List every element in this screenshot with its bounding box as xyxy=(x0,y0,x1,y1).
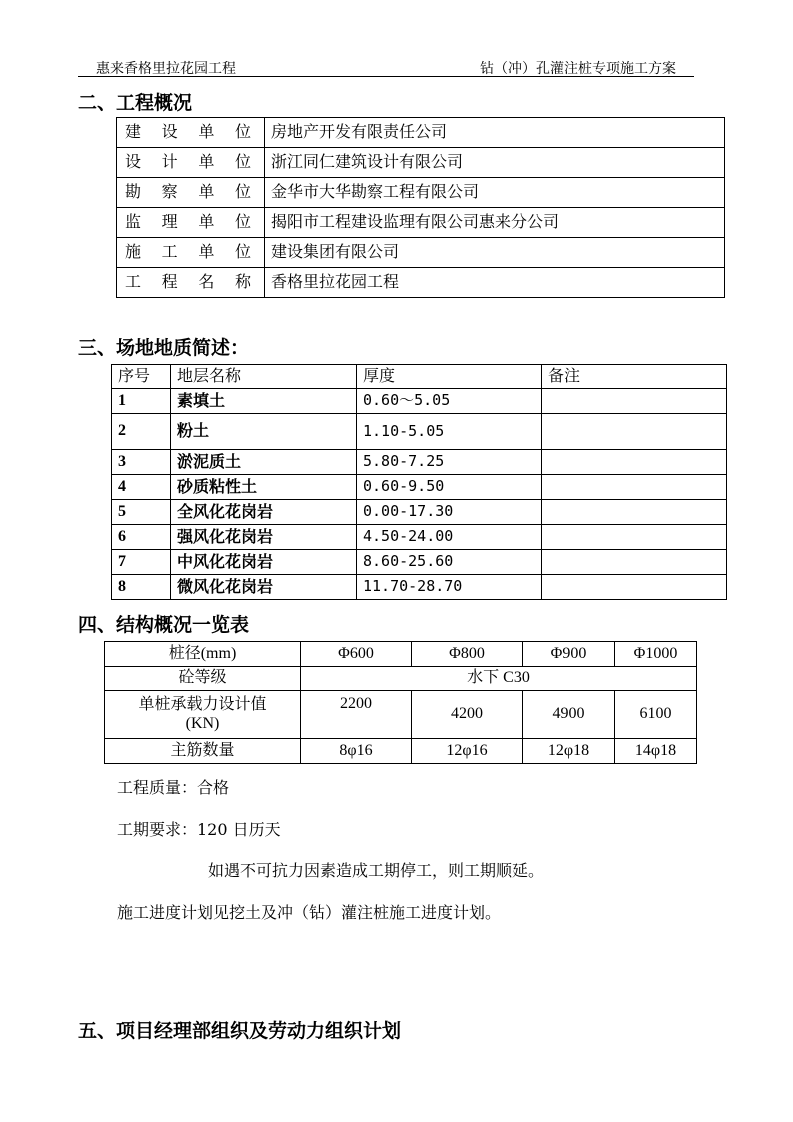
layer-no: 2 xyxy=(112,414,171,450)
delay-text: 如遇不可抗力因素造成工期停工，则工期顺延。 xyxy=(208,861,545,880)
rebar-cell: 8φ16 xyxy=(301,739,412,764)
overview-label-char: 设 xyxy=(161,122,178,142)
layer-name: 中风化花岗岩 xyxy=(171,550,357,575)
section4-title: 四、结构概况一览表 xyxy=(78,614,250,636)
col-header-thickness: 厚度 xyxy=(357,365,542,389)
diameter-cell: Φ900 xyxy=(523,642,615,667)
diameter-label: 桩径(mm) xyxy=(105,642,301,667)
rebar-row xyxy=(105,739,697,764)
geology-row xyxy=(112,414,727,450)
layer-name: 淤泥质土 xyxy=(171,450,357,475)
rebar-cell: 14φ18 xyxy=(615,739,697,764)
quality-text: 工程质量：合格 xyxy=(117,778,230,797)
header-divider xyxy=(78,76,694,77)
layer-note xyxy=(542,450,727,475)
col-header-no: 序号 xyxy=(112,365,171,389)
overview-label-char: 勘 xyxy=(125,182,142,202)
layer-no: 1 xyxy=(112,389,171,414)
overview-value: 金华市大华勘察工程有限公司 xyxy=(265,178,725,208)
overview-label-char: 设 xyxy=(125,152,142,172)
layer-note xyxy=(542,575,727,600)
overview-label xyxy=(117,178,265,208)
overview-value: 浙江同仁建筑设计有限公司 xyxy=(265,148,725,178)
col-header-note: 备注 xyxy=(542,365,727,389)
overview-label xyxy=(117,148,265,178)
overview-label xyxy=(117,208,265,238)
layer-thickness: 1.10-5.05 xyxy=(357,414,542,450)
geology-table xyxy=(111,364,727,600)
overview-label-char: 位 xyxy=(234,182,251,202)
concrete-row xyxy=(105,667,697,691)
layer-name: 素填土 xyxy=(171,389,357,414)
section3-title: 三、场地地质简述： xyxy=(78,337,250,359)
header-right: 钻（冲）孔灌注桩专项施工方案 xyxy=(480,61,676,77)
capacity-row xyxy=(105,691,697,739)
diameter-cell: Φ800 xyxy=(412,642,523,667)
layer-name: 微风化花岗岩 xyxy=(171,575,357,600)
schedule-text: 施工进度计划见挖土及冲（钻）灌注桩施工进度计划。 xyxy=(117,903,502,922)
overview-label xyxy=(117,238,265,268)
layer-note xyxy=(542,525,727,550)
layer-name: 强风化花岗岩 xyxy=(171,525,357,550)
geology-header-row xyxy=(112,365,727,389)
overview-row xyxy=(117,118,725,148)
layer-no: 7 xyxy=(112,550,171,575)
geology-row xyxy=(112,575,727,600)
overview-label-char: 察 xyxy=(161,182,178,202)
layer-name: 粉土 xyxy=(171,414,357,450)
overview-label-char: 工 xyxy=(125,272,142,292)
section2-title: 二、工程概况 xyxy=(78,92,193,114)
overview-label-char: 理 xyxy=(161,212,178,232)
layer-name: 砂质粘性土 xyxy=(171,475,357,500)
overview-label-char: 名 xyxy=(198,272,215,292)
capacity-label xyxy=(105,691,301,739)
concrete-label: 砼等级 xyxy=(105,667,301,691)
layer-thickness: 5.80-7.25 xyxy=(357,450,542,475)
layer-no: 4 xyxy=(112,475,171,500)
overview-label-char: 建 xyxy=(125,122,142,142)
overview-label-char: 位 xyxy=(234,122,251,142)
capacity-cell: 4900 xyxy=(523,691,615,739)
project-overview-table xyxy=(116,117,725,298)
col-header-name: 地层名称 xyxy=(171,365,357,389)
geology-row xyxy=(112,525,727,550)
overview-label-char: 程 xyxy=(161,272,178,292)
rebar-cell: 12φ16 xyxy=(412,739,523,764)
geology-row xyxy=(112,389,727,414)
layer-no: 3 xyxy=(112,450,171,475)
rebar-cell: 12φ18 xyxy=(523,739,615,764)
overview-value: 揭阳市工程建设监理有限公司惠来分公司 xyxy=(265,208,725,238)
overview-label-char: 单 xyxy=(198,122,215,142)
overview-row xyxy=(117,268,725,298)
layer-thickness: 11.70-28.70 xyxy=(357,575,542,600)
overview-label-char: 单 xyxy=(198,212,215,232)
overview-value: 建设集团有限公司 xyxy=(265,238,725,268)
layer-note xyxy=(542,500,727,525)
overview-label xyxy=(117,268,265,298)
overview-value: 房地产开发有限责任公司 xyxy=(265,118,725,148)
overview-row xyxy=(117,208,725,238)
overview-label-char: 位 xyxy=(234,242,251,262)
overview-row xyxy=(117,148,725,178)
overview-label-char: 位 xyxy=(234,152,251,172)
layer-no: 5 xyxy=(112,500,171,525)
layer-thickness: 0.60-9.50 xyxy=(357,475,542,500)
capacity-cell: 2200 xyxy=(301,691,412,739)
overview-row xyxy=(117,238,725,268)
structure-table xyxy=(104,641,697,764)
layer-thickness: 0.60～5.05 xyxy=(357,389,542,414)
layer-thickness: 8.60-25.60 xyxy=(357,550,542,575)
rebar-label: 主筋数量 xyxy=(105,739,301,764)
capacity-cell: 4200 xyxy=(412,691,523,739)
layer-note xyxy=(542,475,727,500)
overview-label xyxy=(117,118,265,148)
section5-title: 五、项目经理部组织及劳动力组织计划 xyxy=(78,1020,402,1042)
geology-row xyxy=(112,475,727,500)
layer-no: 6 xyxy=(112,525,171,550)
period-text: 工期要求：120 日历天 xyxy=(117,820,281,839)
layer-thickness: 0.00-17.30 xyxy=(357,500,542,525)
overview-label-char: 单 xyxy=(198,182,215,202)
capacity-label-line1: 单桩承载力设计值 xyxy=(138,696,267,714)
layer-no: 8 xyxy=(112,575,171,600)
overview-label-char: 计 xyxy=(161,152,178,172)
overview-value: 香格里拉花园工程 xyxy=(265,268,725,298)
overview-label-char: 单 xyxy=(198,242,215,262)
geology-row xyxy=(112,500,727,525)
overview-label-char: 位 xyxy=(234,212,251,232)
diameter-row xyxy=(105,642,697,667)
diameter-cell: Φ600 xyxy=(301,642,412,667)
concrete-value: 水下 C30 xyxy=(301,667,697,691)
geology-row xyxy=(112,550,727,575)
capacity-label-line2: (KN) xyxy=(185,714,220,732)
geology-row xyxy=(112,450,727,475)
overview-row xyxy=(117,178,725,208)
overview-label-char: 称 xyxy=(234,272,251,292)
capacity-cell: 6100 xyxy=(615,691,697,739)
overview-label-char: 监 xyxy=(125,212,142,232)
layer-name: 全风化花岗岩 xyxy=(171,500,357,525)
overview-label-char: 单 xyxy=(198,152,215,172)
layer-note xyxy=(542,389,727,414)
overview-label-char: 施 xyxy=(125,242,142,262)
layer-note xyxy=(542,414,727,450)
overview-label-char: 工 xyxy=(161,242,178,262)
diameter-cell: Φ1000 xyxy=(615,642,697,667)
layer-thickness: 4.50-24.00 xyxy=(357,525,542,550)
layer-note xyxy=(542,550,727,575)
header-left: 惠来香格里拉花园工程 xyxy=(96,61,236,77)
